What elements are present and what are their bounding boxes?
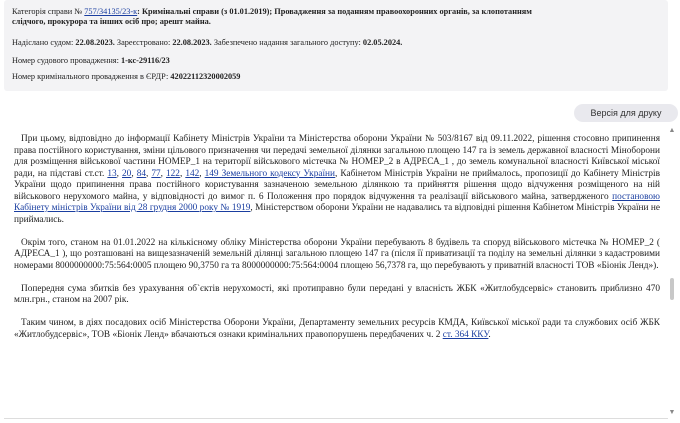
p1-text: При цьому, відповідно до інформації Кабінету Міністрів України та Міністерства оборони України № 503/8167 від 09.11.2022, рішення стосовно припинення права постійного користування, зміни цільового призначення чи передачі земельної ділянки загальною площею 147 га із земель державної власності Міноборони для розміщення військової частини НОМЕР_1 на території військового містечка № НОМЕР_2 в АДРЕСА_1 , до земель комунальної власності Київської міської ради, на підставі ст.ст. [14, 134, 660, 179]
category-text-cont: слідчого, прокурора та інших осіб про; арешт майна. [12, 17, 211, 26]
paragraph-4 [14, 318, 660, 341]
registered-label: Зареєстровано: [116, 38, 171, 47]
print-version-button[interactable]: Версія для друку [574, 104, 678, 122]
law-link-84[interactable]: 84 [136, 168, 146, 179]
proceeding-row [12, 56, 660, 66]
category-text: : Кримінальні справи (з 01.01.2019); Провадження за поданням правоохоронних органів, за клопотанням [137, 7, 532, 16]
proceeding-value: 1-кс-29116/23 [120, 56, 170, 65]
paragraph-1: При цьому, відповідно до інформації Кабінету Міністрів України та Міністерства оборони України № 503/8167 від 09.11.2022, рішення стосовно припинення права постійного користування, зміни цільового призначення чи передачі земельної ділянки загальною площею 147 га із земель державної власності Міноборони для розміщення військової частини НОМЕР_1 на території військового містечка № НОМЕР_2 в АДРЕСА_1 , до земель комунальної власності Київської міської ради, на підставі ст.ст. 13, 20, 84, 77, 122, 142, 149 Земельного кодексу України, Кабінетом Міністрів України не приймалось, пропозиції до Кабінету Міністрів України щодо припинення права постійного користування зазначеною земельною ділянкою та прийняття рішення щодо відчуження розміщеного на ній військового нерухомого майна, у відповідності до вимог п. 6 Положення про порядок відчуження та реалізації військового майна, затвердженого постановою Кабінету міністрів України від 28 грудня 2000 року № 1919, Міністерством оборони України не надавались та відповідні рішення Кабінетом Міністрів України не приймались. [14, 134, 661, 225]
article-364-link[interactable]: ст. 364 ККУ [442, 329, 489, 340]
law-link-77[interactable]: 77 [151, 168, 161, 179]
law-link-142[interactable]: 142 [185, 168, 200, 179]
law-link-13[interactable]: 13 [107, 168, 117, 179]
registered-date: 22.08.2023. [172, 38, 212, 47]
paragraph-3: Попередня сума збитків без урахування об`єктів нерухомості, які протиправно були передані у власність ЖБК «Житлобудсервіс» становить приблизно 470 млн.грн., станом на 2007 рік. [14, 283, 660, 305]
access-date: 02.05.2024. [362, 38, 403, 47]
law-link-20[interactable]: 20 [122, 168, 132, 179]
p4-text: Таким чином, в діях посадових осіб Міністерства Оборони України, Департаменту земельних ресурсів КМДА, Київської міської ради та службових осіб ЖБК «Житлобудсервіс», ТОВ «Біонік Ленд» вбачаються ознаки кримінальних правопорушень передбачених ч. 2 [14, 318, 660, 340]
paragraph-2: Окрім того, станом на 01.01.2022 на кількісному обліку Міністерства оборони України перебувають 8 будівель та споруд військового містечка № НОМЕР_2 ( АДРЕСА_1 ), що розташовані на вищезазначеній земельній ділянці загальною площею 147 га (після її приватизації та поділу на земельні ділянки з кадастровими номерами 8000000000:75:564:0005 площею 90,3750 га та 8000000000:75:564:0004 площею 56,7378 га, що перебувають у приватній власності ТОВ «Біонік Ленд»). [14, 237, 660, 271]
law-link-122[interactable]: 122 [166, 168, 180, 179]
dates-row [12, 38, 660, 48]
document-body [14, 134, 660, 353]
category-label: Категорія справи № [12, 7, 83, 16]
scroll-up-icon[interactable]: ▲ [668, 126, 676, 134]
access-label: Забезпечено надання загального доступу: [213, 38, 361, 47]
p1-text-c: , Міністерством оборони України не надавались та відповідні рішення Кабінетом Міністрів України не приймались. [14, 203, 660, 225]
resolution-link[interactable]: постановою Кабінету міністрів України від 28 грудня 2000 року № 1919 [14, 191, 661, 213]
sent-label: Надіслано судом: [12, 38, 74, 47]
criminal-row [12, 72, 660, 82]
criminal-label: Номер кримінального провадження в ЄРДР: [12, 72, 169, 81]
scrollbar-thumb[interactable] [670, 278, 674, 300]
case-info-panel [4, 0, 668, 91]
sent-date: 22.08.2023. [75, 38, 115, 47]
case-number-link[interactable]: 757/34135/23-к [84, 7, 138, 16]
criminal-value: 42022112320002059 [170, 72, 241, 81]
p4-end: . [488, 329, 491, 340]
scroll-down-icon[interactable]: ▼ [668, 408, 676, 416]
bottom-divider [4, 418, 668, 419]
proceeding-label: Номер судового провадження: [12, 56, 119, 65]
land-code-link[interactable]: 149 Земельного кодексу України [204, 168, 336, 179]
category-row [12, 7, 660, 27]
p1-text-b: , Кабінетом Міністрів України не приймалось, пропозиції до Кабінету Міністрів України щодо припинення права постійного користування зазначеною земельною ділянкою та прийняття рішення щодо відчуження розміщеного на ній військового нерухомого майна, у відповідності до вимог п. 6 Положення про порядок відчуження та реалізації військового майна, затвердженого [14, 168, 660, 202]
